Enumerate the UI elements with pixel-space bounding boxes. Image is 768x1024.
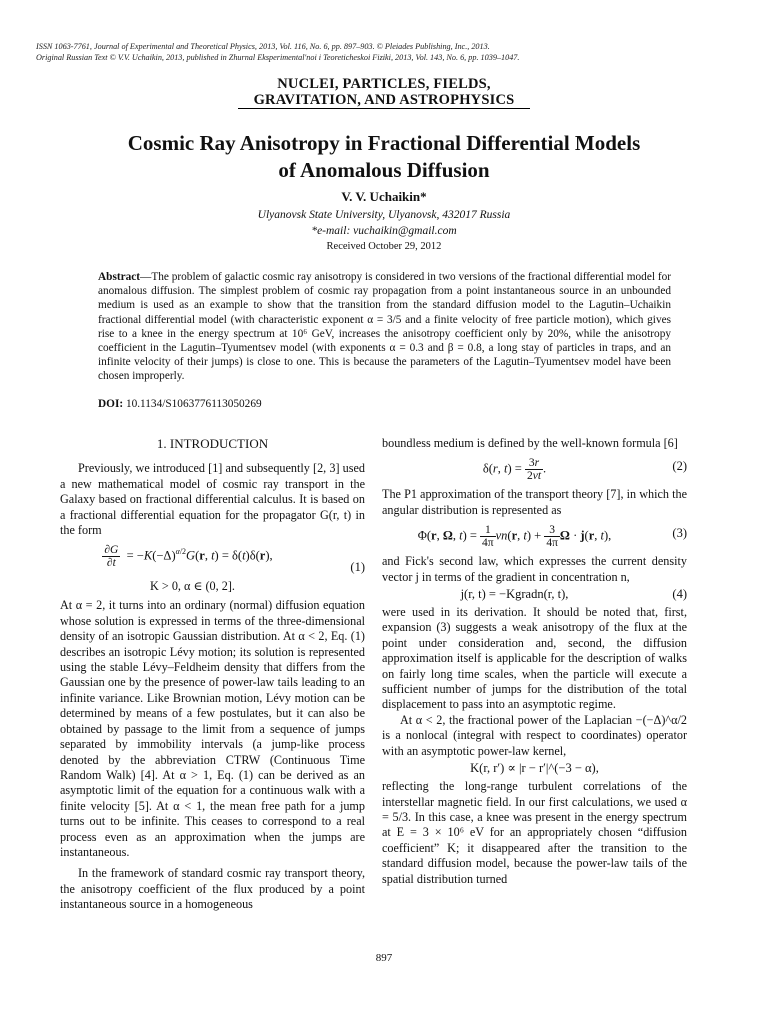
doi bbox=[98, 398, 262, 410]
equation-fraction: $\frac{\partial G}{\partial t}$ bbox=[104, 544, 119, 570]
paragraph: and Fick's second law, which expresses the current density vector j in terms of the gradient in concentration n, bbox=[382, 554, 687, 584]
paragraph: were used in its derivation. It should be noted that, first, expansion (3) suggests a weak anisotropy of the flux at the point under consideration and, second, the diffusion approximation itself is applicable for the description of walks on fairly long time scales, when the particle will execute a sufficient number of jumps for the distribution of the total displacement to pass into an asymptotic regime. bbox=[382, 605, 687, 712]
journal-citation-line: ISSN 1063-7761, Journal of Experimental and Theoretical Physics, 2013, Vol. 116, No. 6, pp. 897–903. © Pleiades Publishing, Inc., 2013. bbox=[36, 42, 490, 51]
equation-1-conditions: K > 0, α ∈ (0, 2]. bbox=[150, 579, 235, 594]
equation-fraction: $\frac{3r}{2\nu t}$ bbox=[526, 457, 542, 483]
equation-4 bbox=[382, 585, 687, 605]
original-text-line: Original Russian Text © V.V. Uchaikin, 2013, published in Zhurnal Eksperimental'noi i Teoreticheskoi Fiziki, 2013, Vol. 143, No. 6, pp. 1039–1047. bbox=[36, 53, 520, 62]
paragraph: In the framework of standard cosmic ray transport theory, the anisotropy coefficient of the flux produced by a point instantaneous source in a homogeneous bbox=[60, 866, 365, 912]
page-number: 897 bbox=[375, 952, 393, 964]
affiliation: Ulyanovsk State University, Ulyanovsk, 432017 Russia bbox=[257, 209, 511, 221]
section-banner-line2: GRAVITATION, AND ASTROPHYSICS bbox=[253, 92, 515, 108]
section-heading-introduction: 1. INTRODUCTION bbox=[156, 436, 269, 451]
right-column bbox=[382, 436, 687, 887]
equation-1: $\frac{\partial G}{\partial t}$ = $-K(-\Delta)^{\alpha/2}G(r$, t) = δ(t)δ(r), (1) bbox=[104, 544, 365, 575]
article-title-line2: of Anomalous Diffusion bbox=[278, 158, 490, 182]
received-date: Received October 29, 2012 bbox=[326, 241, 442, 252]
banner-rule bbox=[238, 108, 530, 109]
paragraph: At α = 2, it turns into an ordinary (normal) diffusion equation whose solution is expressed in terms of the three-dimensional density of an isotropic Gaussian distribution. At α < 2, Eq. (1) describes an isotropic Lévy motion; its solution is represented using the stable Lévy–Feldheim density that differs from the Gaussian one by the presence of power-law tails leading to an infinite variance. Like Brownian motion, Lévy motion can be determined by means of a few postulates, but it can also be obtained by passage to the limit from a sequence of jumps separated by immobility intervals (a jump-like process denoted by the abbreviation CTRW (Continuous Time Random Walk) [4]. At α > 1, Eq. (1) can be derived as an asymptotic limit of the equation for a continuous walk with a finite velocity [5]. At α < 1, the mean free path for a jump turns out to be infinite. This ceases to correspond to a real process even as an approximation when the jumps are instantaneous. bbox=[60, 598, 365, 859]
equation-2-number: (2) bbox=[672, 459, 687, 474]
equation-4-number: (4) bbox=[672, 587, 687, 602]
equation-5 bbox=[382, 759, 687, 779]
doi-value: 10.1134/S1063776113050269 bbox=[125, 398, 262, 410]
paragraph: At α < 2, the fractional power of the Laplacian −(−Δ)^α/2 is a nonlocal (integral with respect to coordinates) operator with an asymptotic power-law kernel, bbox=[382, 712, 687, 758]
author-name: V. V. Uchaikin* bbox=[341, 189, 427, 204]
equation-fraction: $\frac{1}{4\pi}$ bbox=[482, 524, 494, 550]
abstract bbox=[98, 270, 671, 384]
left-column bbox=[60, 436, 365, 913]
equation-1-number: (1) bbox=[350, 560, 365, 575]
paragraph: boundless medium is defined by the well-known formula [6] bbox=[382, 436, 678, 450]
abstract-label: Abstract bbox=[98, 271, 141, 283]
equation-3: Φ(r, Ω, t) = $\frac{1}{4\pi}$ νn(r, t) + $\frac{3}{4\pi}$ Ω · j(r, t), (3) bbox=[417, 524, 687, 550]
paragraph: reflecting the long-range turbulent correlations of the interstellar magnetic field. In our first calculations, we used α = 5/3. In this case, a knee was present in the energy spectrum at E = 3 × 10⁶ eV for an appropriately chosen “diffusion coefficient” K; it disappeared after the transition to the standard diffusion model, because the power-law tails of the spatial distribution turned bbox=[382, 779, 687, 886]
abstract-text: —The problem of galactic cosmic ray anisotropy is considered in two versions of the fractional differential model for anomalous diffusion. The simplest problem of cosmic ray propagation from a point instantaneous source in an unbounded medium is used as an example to show that the transition from the standard diffusion model to the Lagutin–Uchaikin fractional differential model (with characteristic exponent α = 3/5 and a finite velocity of free particle motion), which gives rise to a knee in the energy spectrum at 10⁶ GeV, increases the anisotropy coefficient only by 20%, while the anisotropy coefficient in the Lagutin–Tyumentsev model (with exponents α = 0.3 and β = 0.8, a long stay of particles in traps, and an infinite velocity of their jumps) is close to one. This is because the parameters of the Lagutin–Tyumentsev model have been chosen improperly. bbox=[98, 271, 671, 383]
paragraph: Previously, we introduced [1] and subsequently [2, 3] used a new mathematical model of cosmic ray transport in the Galaxy based on fractional differential calculus. It is based on a fractional differential equation for the propagator G(r, t) in the form bbox=[60, 461, 365, 538]
equation-3-number: (3) bbox=[672, 526, 687, 541]
article-title-line1: Cosmic Ray Anisotropy in Fractional Differential Models bbox=[127, 131, 641, 155]
equation-5-body: K(r, r′) ∝ |r − r′|^(−3 − α), bbox=[470, 761, 599, 776]
equation-2: δ(r, t) = $\frac{3r}{2\nu t}$ . (2) bbox=[482, 457, 687, 483]
author-email: *e-mail: vuchaikin@gmail.com bbox=[311, 225, 457, 237]
equation-fraction: $\frac{3}{4\pi}$ bbox=[546, 524, 558, 550]
section-banner-line1: NUCLEI, PARTICLES, FIELDS, bbox=[277, 76, 491, 92]
doi-label: DOI: bbox=[98, 398, 124, 410]
equation-4-body: j(r, t) = −Kgradn(r, t), bbox=[460, 587, 569, 602]
paragraph: The P1 approximation of the transport theory [7], in which the angular distribution is represented as bbox=[382, 487, 687, 517]
